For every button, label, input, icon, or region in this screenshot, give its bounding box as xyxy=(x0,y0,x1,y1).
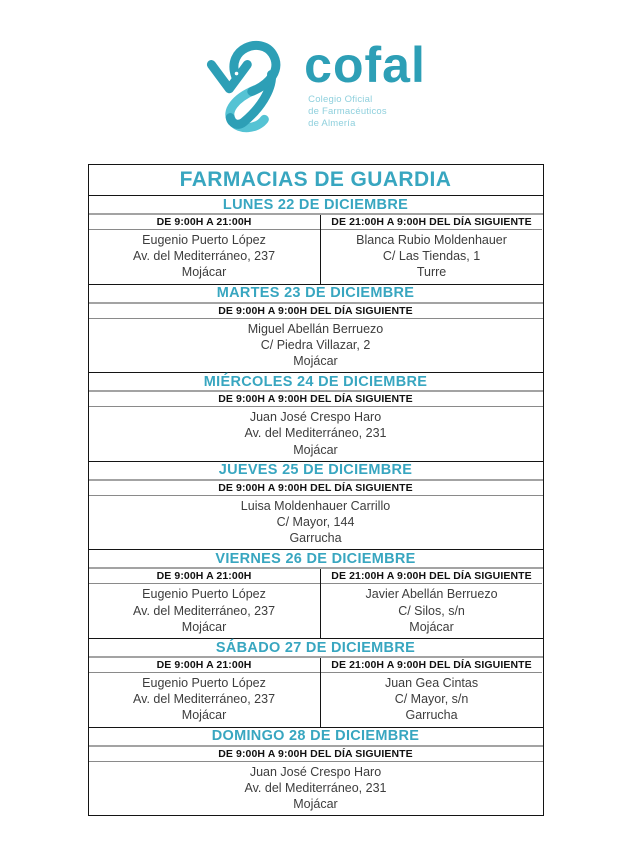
day-body xyxy=(89,392,543,461)
pharmacist-name: Juan José Crespo Haro xyxy=(249,764,382,779)
pharmacy-info xyxy=(89,673,320,727)
pharmacy-info xyxy=(321,673,543,727)
pharmacist-name: Juan José Crespo Haro xyxy=(249,410,382,425)
pharmacy-address: Av. del Mediterráneo, 237 xyxy=(133,603,276,618)
day-body xyxy=(89,304,543,373)
table-title: FARMACIAS DE GUARDIA xyxy=(179,168,452,191)
slot-hours: DE 21:00H A 9:00H DEL DÍA SIGUIENTE xyxy=(321,215,543,230)
slot-hours: DE 9:00H A 21:00H xyxy=(89,215,320,230)
pharmacy-city: Mojácar xyxy=(409,619,454,634)
pharmacist-name: Eugenio Puerto López xyxy=(142,587,266,602)
pharmacy-address: C/ Mayor, 144 xyxy=(276,515,355,530)
day-header: MIÉRCOLES 24 DE DICIEMBRE xyxy=(89,372,543,392)
day-header: SÁBADO 27 DE DICIEMBRE xyxy=(89,638,543,658)
logo-text-block xyxy=(304,32,426,130)
pharmacy-city: Mojácar xyxy=(293,797,338,812)
pharmacy-city: Mojácar xyxy=(181,265,227,280)
tagline-line: Colegio Oficial xyxy=(308,94,373,105)
pharmacy-info xyxy=(89,496,543,550)
pharmacist-name: Blanca Rubio Moldenhauer xyxy=(356,233,507,247)
brand-tagline xyxy=(304,94,426,130)
pharmacist-name: Eugenio Puerto López xyxy=(142,676,266,691)
pharmacy-slot xyxy=(89,481,543,550)
days-container xyxy=(89,195,543,815)
pharmacy-slot xyxy=(320,569,543,638)
tagline-line: de Farmacéuticos xyxy=(308,106,387,117)
day-header: MARTES 23 DE DICIEMBRE xyxy=(89,284,543,304)
slot-hours: DE 21:00H A 9:00H DEL DÍA SIGUIENTE xyxy=(321,658,543,673)
slot-hours: DE 9:00H A 9:00H DEL DÍA SIGUIENTE xyxy=(89,481,543,496)
pharmacy-info xyxy=(321,230,543,284)
brand-wordmark: cofal xyxy=(304,37,426,93)
slot-hours: DE 9:00H A 9:00H DEL DÍA SIGUIENTE xyxy=(89,304,543,319)
cofal-snake-cup-icon xyxy=(205,34,295,140)
pharmacy-address: Av. del Mediterráneo, 231 xyxy=(244,780,387,795)
pharmacy-city: Turre xyxy=(416,265,447,280)
cofal-logo xyxy=(0,0,631,148)
pharmacist-name: Eugenio Puerto López xyxy=(142,233,266,247)
pharmacist-name: Juan Gea Cintas xyxy=(384,676,479,691)
pharmacy-info xyxy=(89,762,543,816)
slot-hours: DE 21:00H A 9:00H DEL DÍA SIGUIENTE xyxy=(321,569,543,584)
pharmacy-city: Mojácar xyxy=(181,619,227,634)
pharmacist-name: Luisa Moldenhauer Carrillo xyxy=(240,498,391,513)
pharmacist-name: Javier Abellán Berruezo xyxy=(365,587,498,602)
pharmacy-slot xyxy=(89,392,543,461)
pharmacist-name: Miguel Abellán Berruezo xyxy=(247,321,384,336)
pharmacy-address: Av. del Mediterráneo, 237 xyxy=(133,249,276,264)
pharmacy-city: Garrucha xyxy=(405,708,458,723)
slot-hours: DE 9:00H A 21:00H xyxy=(89,569,320,584)
day-body xyxy=(89,215,543,284)
pharmacy-slot xyxy=(320,658,543,727)
day-header: JUEVES 25 DE DICIEMBRE xyxy=(89,461,543,481)
pharmacy-address: C/ Mayor, s/n xyxy=(394,692,469,707)
pharmacy-info xyxy=(89,230,320,284)
pharmacy-slot xyxy=(89,747,543,816)
day-body xyxy=(89,569,543,638)
pharmacy-address: C/ Silos, s/n xyxy=(398,603,465,618)
pharmacy-address: Av. del Mediterráneo, 237 xyxy=(133,692,276,707)
pharmacy-slot xyxy=(89,658,320,727)
day-body xyxy=(89,747,543,816)
pharmacy-info xyxy=(89,319,543,373)
pharmacy-city: Garrucha xyxy=(289,531,342,546)
day-header: DOMINGO 28 DE DICIEMBRE xyxy=(89,727,543,747)
day-header: VIERNES 26 DE DICIEMBRE xyxy=(89,549,543,569)
slot-hours: DE 9:00H A 21:00H xyxy=(89,658,320,673)
slot-hours: DE 9:00H A 9:00H DEL DÍA SIGUIENTE xyxy=(89,392,543,407)
pharmacy-slot xyxy=(320,215,543,284)
day-body xyxy=(89,658,543,727)
guardia-schedule-table xyxy=(88,164,544,816)
pharmacy-info xyxy=(89,407,543,461)
pharmacy-address: Av. del Mediterráneo, 231 xyxy=(244,426,387,441)
pharmacy-city: Mojácar xyxy=(293,442,338,457)
pharmacy-city: Mojácar xyxy=(293,354,338,369)
pharmacy-slot xyxy=(89,304,543,373)
tagline-line: de Almería xyxy=(308,118,356,129)
pharmacy-address: C/ Las Tiendas, 1 xyxy=(382,249,481,264)
pharmacy-slot xyxy=(89,569,320,638)
pharmacy-city: Mojácar xyxy=(181,708,227,723)
pharmacy-info xyxy=(89,584,320,638)
slot-hours: DE 9:00H A 9:00H DEL DÍA SIGUIENTE xyxy=(89,747,543,762)
day-body xyxy=(89,481,543,550)
pharmacy-slot xyxy=(89,215,320,284)
pharmacy-info xyxy=(321,584,543,638)
pharmacy-address: C/ Piedra Villazar, 2 xyxy=(260,337,371,352)
day-header: LUNES 22 DE DICIEMBRE xyxy=(89,195,543,215)
